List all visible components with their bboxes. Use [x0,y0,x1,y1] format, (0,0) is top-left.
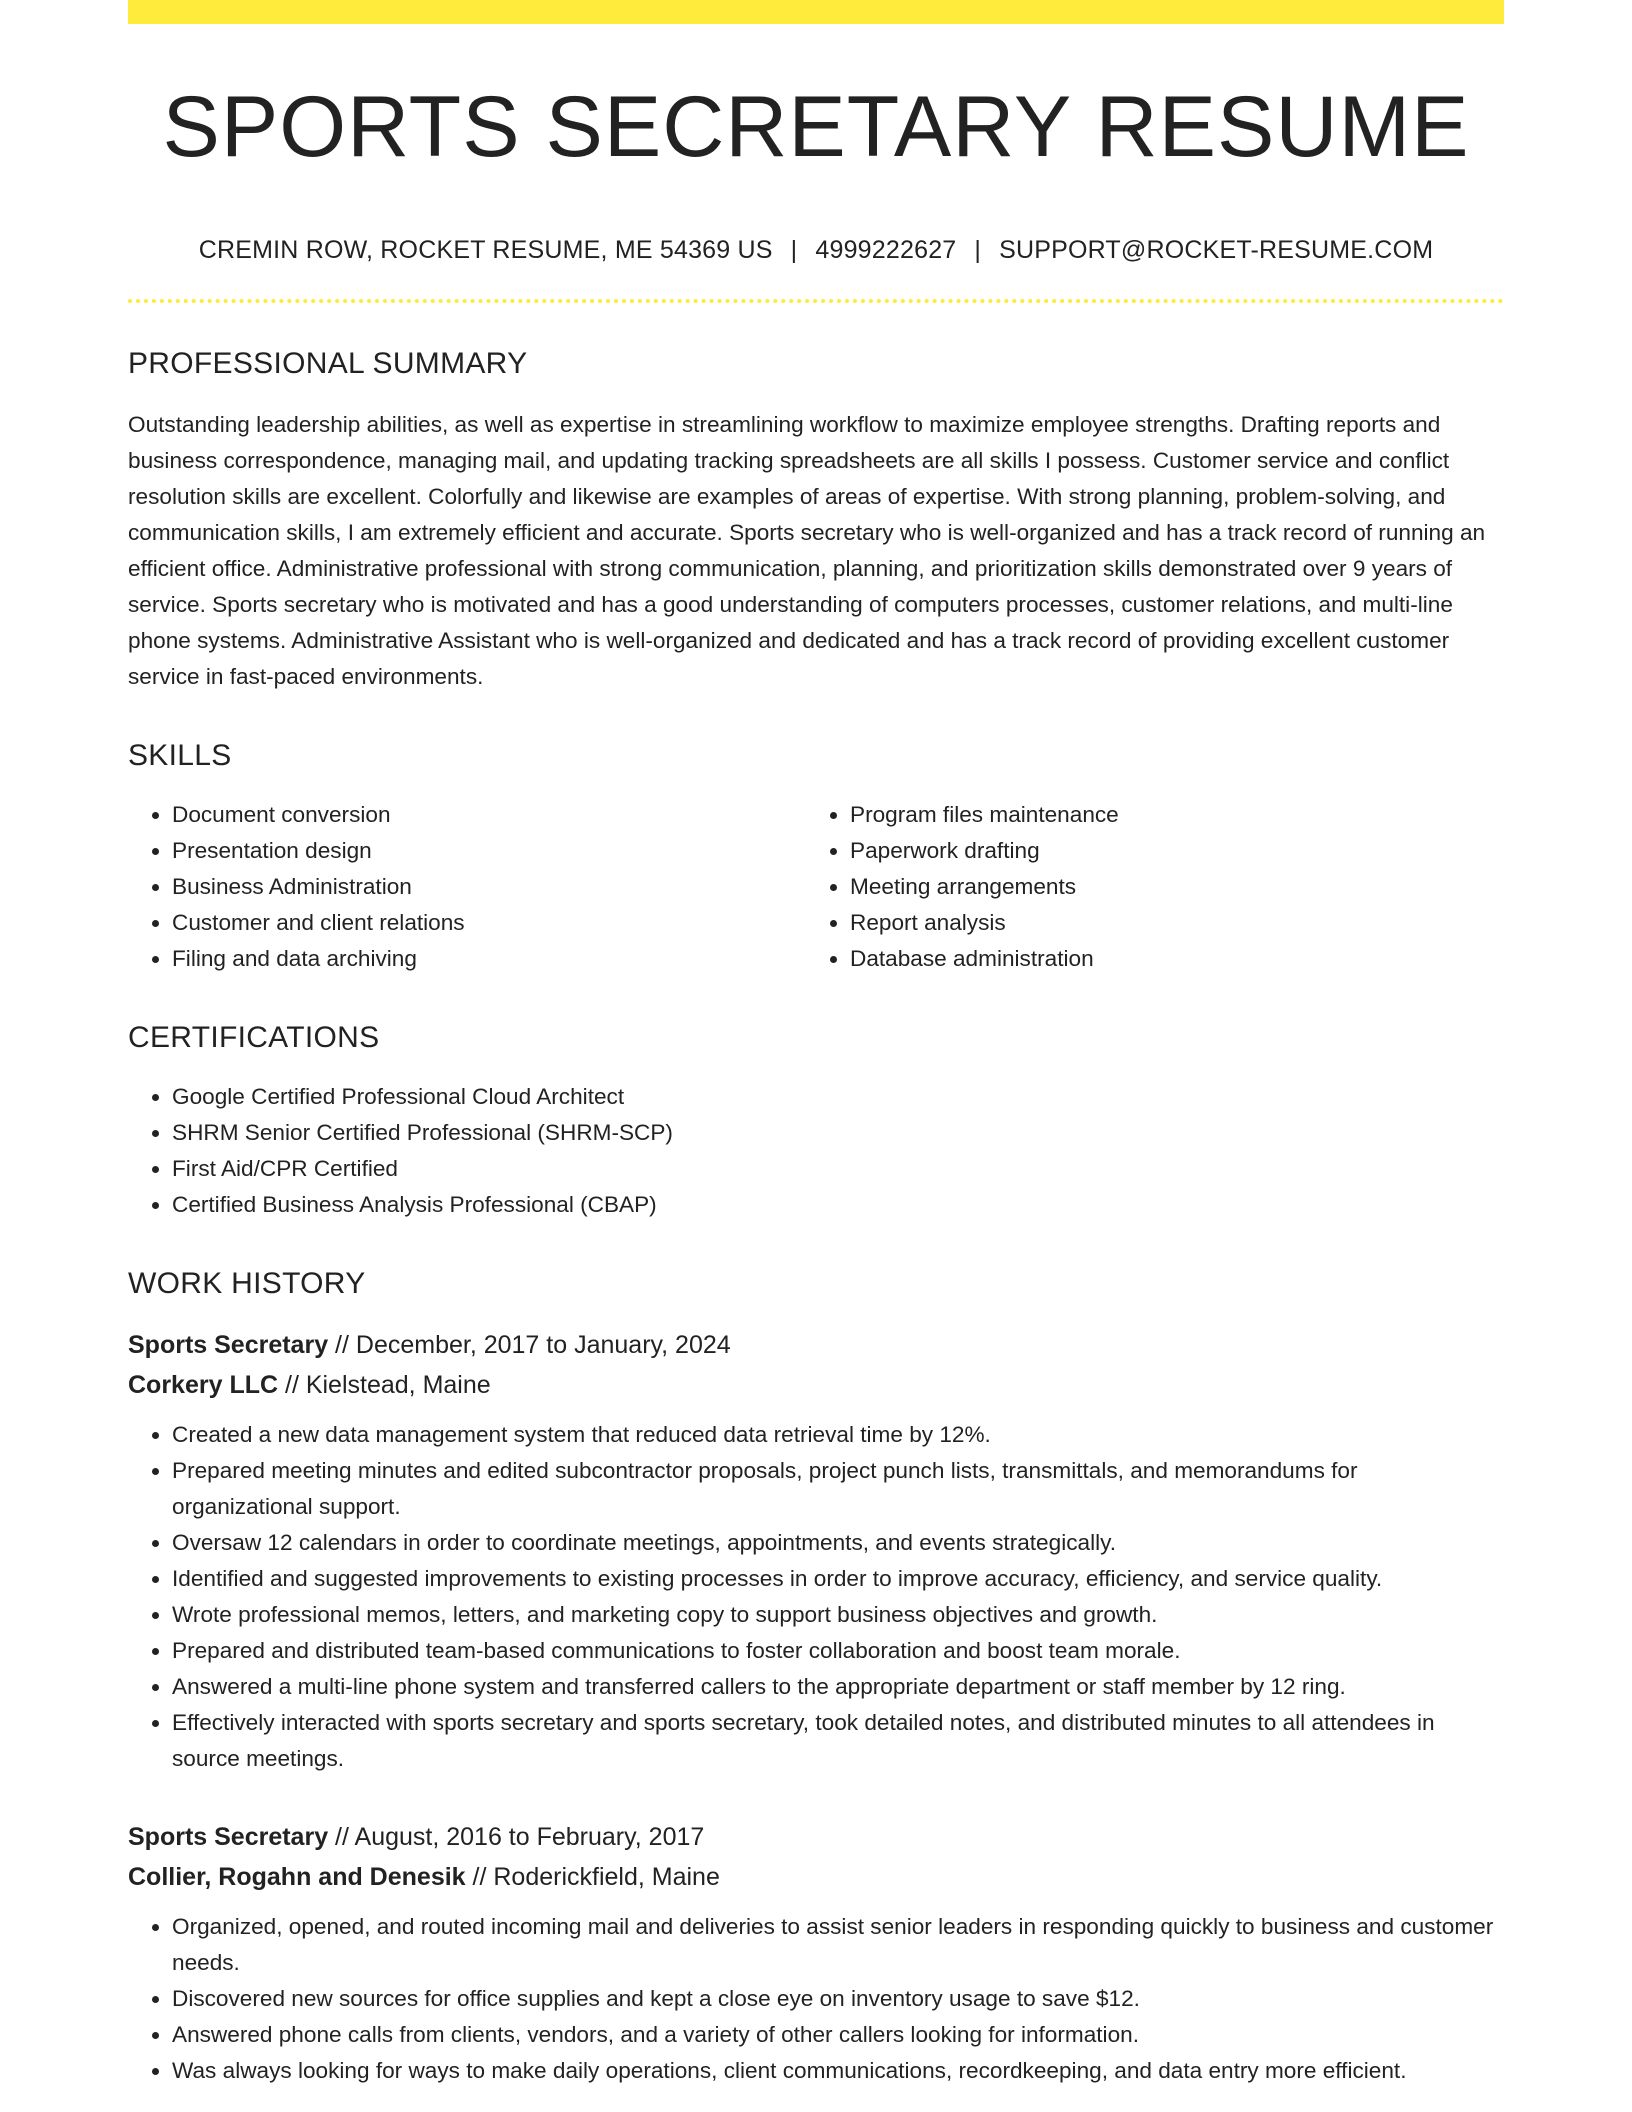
certification-item: • First Aid/CPR Certified [172,1151,1504,1187]
skill-item: • Program files maintenance [850,797,1484,833]
skill-item: • Filing and data archiving [172,941,806,977]
job-entry [128,1817,1504,2089]
skill-item: • Meeting arrangements [850,869,1484,905]
job-company-line [128,1365,1504,1405]
job-duty-item: • Answered phone calls from clients, vendors, and a variety of other callers looking for information. [172,2017,1504,2053]
summary-heading: PROFESSIONAL SUMMARY [128,347,528,380]
job-title-line [128,1817,1504,1857]
skill-item: • Report analysis [850,905,1484,941]
skills-column-right [806,797,1484,977]
job-location: // Kielstead, Maine [278,1371,491,1399]
skills-heading: SKILLS [128,739,232,772]
certifications-list [128,1079,1504,1223]
job-duty-item: • Was always looking for ways to make daily operations, client communications, recordkeeping, and data entry more efficient. [172,2053,1504,2089]
job-duty-item: • Created a new data management system that reduced data retrieval time by 12%. [172,1417,1504,1453]
job-company: Corkery LLC [128,1371,279,1399]
skill-item: • Presentation design [172,833,806,869]
certification-item: • SHRM Senior Certified Professional (SHRM-SCP) [172,1115,1504,1151]
certification-item: • Google Certified Professional Cloud Architect [172,1079,1504,1115]
dotted-divider [128,299,1504,303]
job-duty-item: • Organized, opened, and routed incoming mail and deliveries to assist senior leaders in responding quickly to business and customer needs. [172,1909,1504,1981]
job-duty-item: • Discovered new sources for office supplies and kept a close eye on inventory usage to save $12. [172,1981,1504,2017]
job-duty-item: • Identified and suggested improvements to existing processes in order to improve accuracy, efficiency, and service quality. [172,1561,1504,1597]
job-role: Sports Secretary [128,1823,329,1851]
skill-item: • Paperwork drafting [850,833,1484,869]
job-company-line [128,1857,1504,1897]
job-duty-item: • Prepared meeting minutes and edited subcontractor proposals, project punch lists, transmittals, and memorandums for organizational support. [172,1453,1504,1525]
work-history-heading: WORK HISTORY [128,1267,366,1300]
skills-column-left [128,797,806,977]
job-company: Collier, Rogahn and Denesik [128,1863,466,1891]
contact-address: CREMIN ROW, ROCKET RESUME, ME 54369 US [198,236,773,264]
skill-item: • Business Administration [172,869,806,905]
job-duty-item: • Oversaw 12 calendars in order to coordinate meetings, appointments, and events strategically. [172,1525,1504,1561]
job-duties [128,1417,1504,1777]
skill-item: • Customer and client relations [172,905,806,941]
certification-item: • Certified Business Analysis Professional (CBAP) [172,1187,1504,1223]
job-role: Sports Secretary [128,1331,329,1359]
job-duty-item: • Wrote professional memos, letters, and marketing copy to support business objectives and growth. [172,1597,1504,1633]
contact-line [128,236,1504,265]
contact-phone[interactable]: 4999222627 [815,236,957,264]
certifications-heading: CERTIFICATIONS [128,1021,380,1054]
skill-item: • Database administration [850,941,1484,977]
job-duty-item: • Answered a multi-line phone system and transferred callers to the appropriate department or staff member by 12 ring. [172,1669,1504,1705]
skill-item: • Document conversion [172,797,806,833]
job-duty-item: • Prepared and distributed team-based communications to foster collaboration and boost team morale. [172,1633,1504,1669]
job-duty-item: • Effectively interacted with sports secretary and sports secretary, took detailed notes, and distributed minutes to all attendees in source meetings. [172,1705,1504,1777]
resume-title: SPORTS SECRETARY RESUME [162,79,1470,175]
job-dates: // December, 2017 to January, 2024 [328,1331,731,1359]
top-accent-bar [128,0,1504,24]
contact-separator: | [974,236,982,264]
summary-text: Outstanding leadership abilities, as well as expertise in streamlining workflow to maximize employee strengths. Drafting reports and business correspondence, managing mail, and updating tracking spreadsheets are all skills I possess. Customer service and conflict resolution skills are excellent. Colorfully and likewise are examples of areas of expertise. With strong planning, problem-solving, and communication skills, I am extremely efficient and accurate. Sports secretary who is well-organized and has a track record of running an efficient office. Administrative professional with strong communication, planning, and prioritization skills demonstrated over 9 years of service. Sports secretary who is motivated and has a good understanding of computers processes, customer relations, and multi-line phone systems. Administrative Assistant who is well-organized and dedicated and has a track record of providing excellent customer service in fast-paced environments. [128,412,1486,689]
job-duties [128,1909,1504,2089]
job-entry [128,1325,1504,1777]
job-title-line [128,1325,1504,1365]
skills-list [128,797,1504,977]
resume-page [128,0,1504,2089]
contact-separator: | [790,236,798,264]
job-dates: // August, 2016 to February, 2017 [328,1823,705,1851]
contact-email[interactable]: SUPPORT@ROCKET-RESUME.COM [999,236,1434,264]
job-location: // Roderickfield, Maine [465,1863,720,1891]
